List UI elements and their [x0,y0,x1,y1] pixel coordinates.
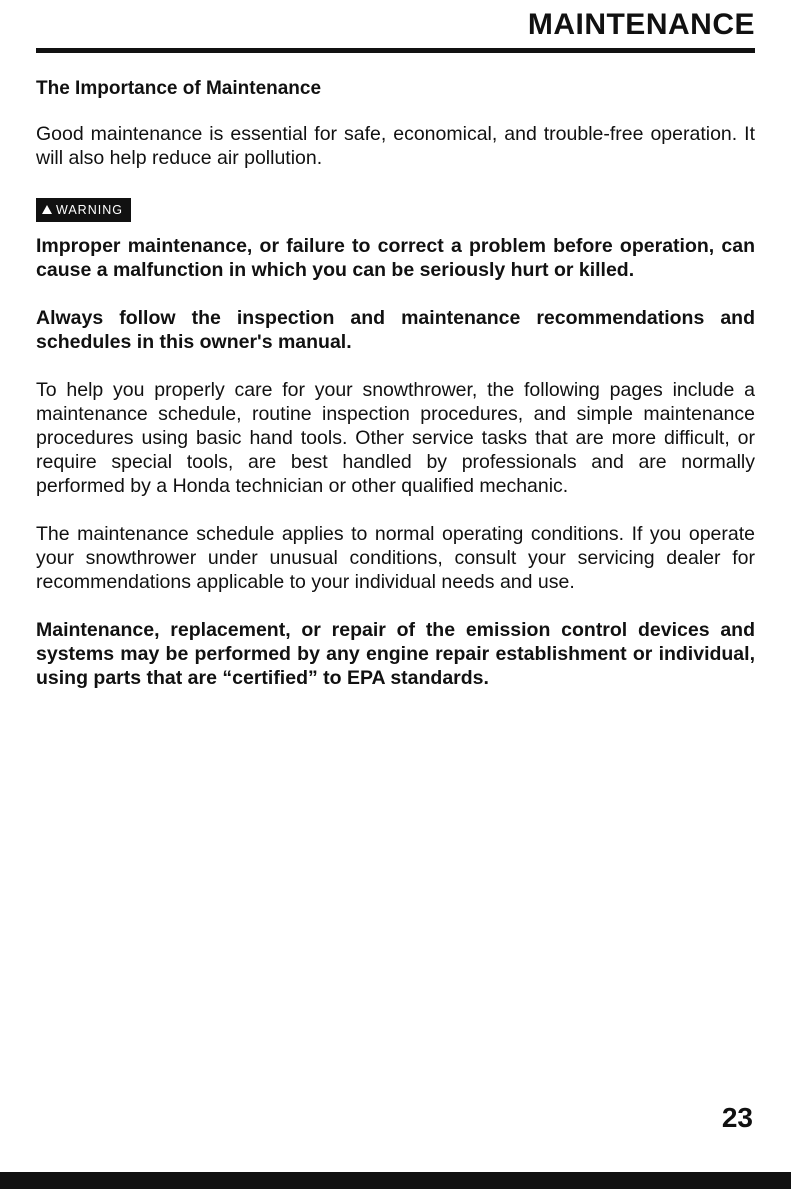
header-rule [36,48,755,53]
warning-label: WARNING [56,203,123,217]
warning-badge [36,198,131,222]
footer-bar [0,1172,791,1189]
page-number: 23 [721,1102,753,1133]
warning-follow-up: Always follow the inspection and maintenance recommendations and schedules in this owner's manual. [36,307,755,353]
care-paragraph: To help you properly care for your snowthrower, the following pages include a maintenance schedule, routine inspection procedures, and simple maintenance procedures using basic hand tools. Other service tasks that are more difficult, or require special tools, are best handled by professionals and are normally performed by a Honda technician or other qualified mechanic. [36,379,755,497]
schedule-paragraph: The maintenance schedule applies to normal operating conditions. If you operate your snowthrower under unusual conditions, consult your servicing dealer for recommendations applicable to your individual needs and use. [36,523,755,593]
page-section-title: MAINTENANCE [527,8,755,41]
page-content [36,76,755,714]
section-heading: The Importance of Maintenance [36,78,322,99]
warning-triangle-icon [42,205,52,214]
emissions-paragraph: Maintenance, replacement, or repair of the emission control devices and systems may be performed by any engine repair establishment or individual, using parts that are “certified” to EPA standards. [36,619,755,689]
intro-paragraph: Good maintenance is essential for safe, economical, and trouble-free operation. It will also help reduce air pollution. [36,123,755,169]
warning-text: Improper maintenance, or failure to correct a problem before operation, can cause a malfunction in which you can be seriously hurt or killed. [36,235,755,281]
